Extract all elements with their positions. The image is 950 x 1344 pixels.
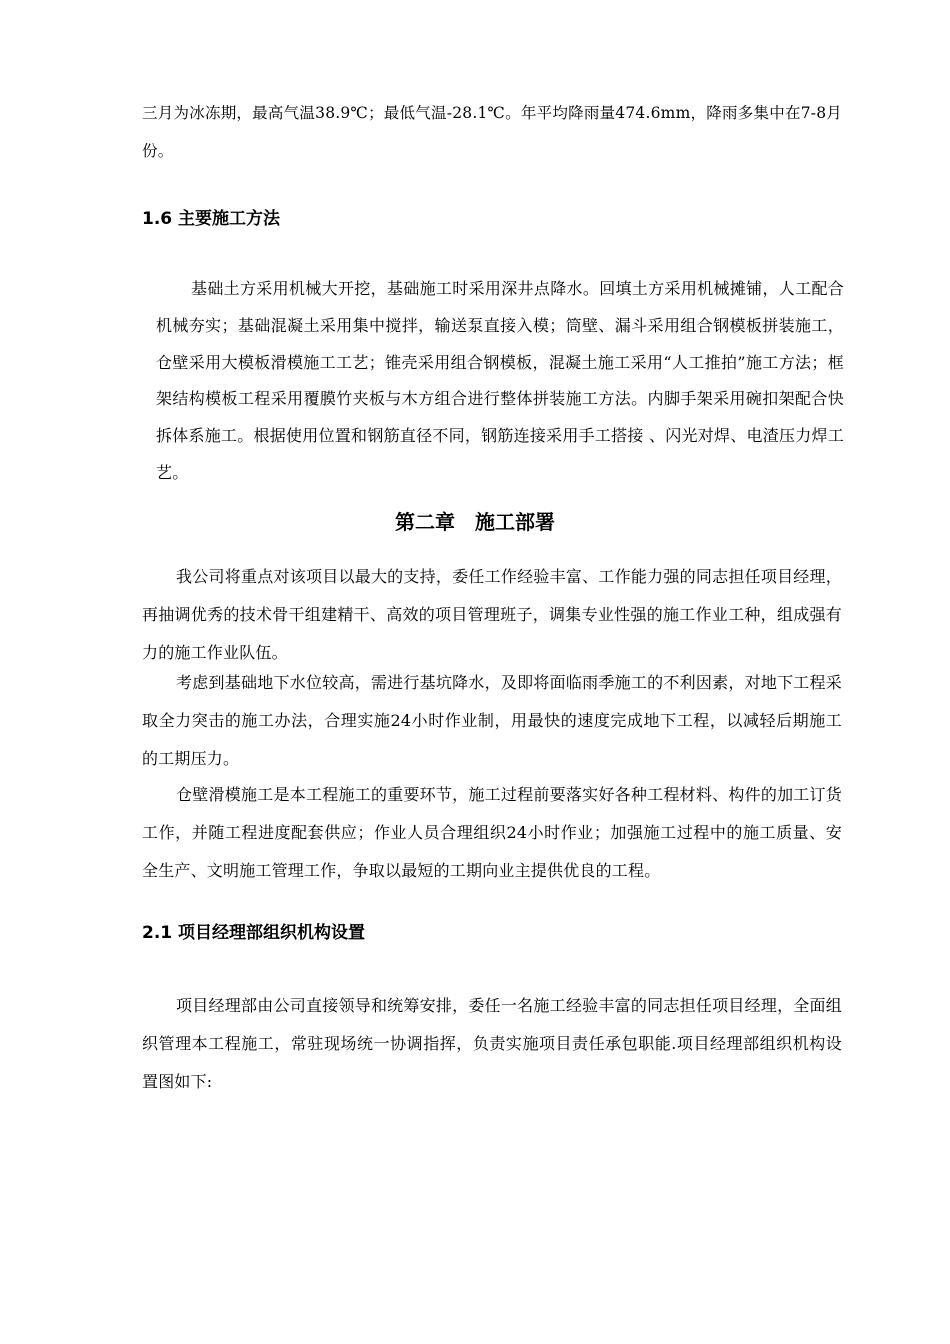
construction-methods-paragraph: 基础土方采用机械大开挖，基础施工时采用深井点降水。回填土方采用机械摊铺，人工配合机械夯实；基础混凝土采用集中搅拌，输送泵直接入模；筒壁、漏斗采用组合钢模板拼装施工，仓壁采用大模板滑模施工工艺；锥壳采用组合钢模板，混凝土施工采用“人工推拍”施工方法；框架结构模板工程采用覆膜竹夹板与木方组合进行整体拼装施工方法。内脚手架采用碗扣架配合快拆体系施工。根据使用位置和钢筋直径不同，钢筋连接采用手工搭接 、闪光对焊、电渣压力焊工艺。 [156,279,844,482]
deployment-paragraph-3: 仓壁滑模施工是本工程施工的重要环节，施工过程前要落实好各种工程材料、构件的加工订货工作，并随工程进度配套供应；作业人员合理组织24小时作业；加强施工过程中的施工质量、安全生产、文明施工管理工作，争取以最短的工期向业主提供优良的工程。 [142,785,842,880]
section-heading-1-6: 1.6 主要施工方法 [142,209,281,229]
organization-paragraph: 项目经理部由公司直接领导和统筹安排，委任一名施工经验丰富的同志担任项目经理，全面组织管理本工程施工，常驻现场统一协调指挥，负责实施项目责任承包职能.项目经理部组织机构设置图如下: [142,996,842,1091]
chapter-title: 第二章 施工部署 [395,510,555,534]
deployment-paragraph-1: 我公司将重点对该项目以最大的支持，委任工作经验丰富、工作能力强的同志担任项目经理，再抽调优秀的技术骨干组建精干、高效的项目管理班子，调集专业性强的施工作业工种，组成强有力的施工作业队伍。 [142,567,842,662]
deployment-paragraph-2: 考虑到基础地下水位较高，需进行基坑降水，及即将面临雨季施工的不利因素，对地下工程采取全力突击的施工办法，合理实施24小时作业制，用最快的速度完成地下工程，以减轻后期施工的工期压力。 [142,673,842,768]
section-heading-2-1: 2.1 项目经理部组织机构设置 [142,923,366,943]
climate-paragraph: 三月为冰冻期，最高气温38.9℃；最低气温-28.1℃。年平均降雨量474.6mm，降雨多集中在7-8月份。 [142,104,842,160]
